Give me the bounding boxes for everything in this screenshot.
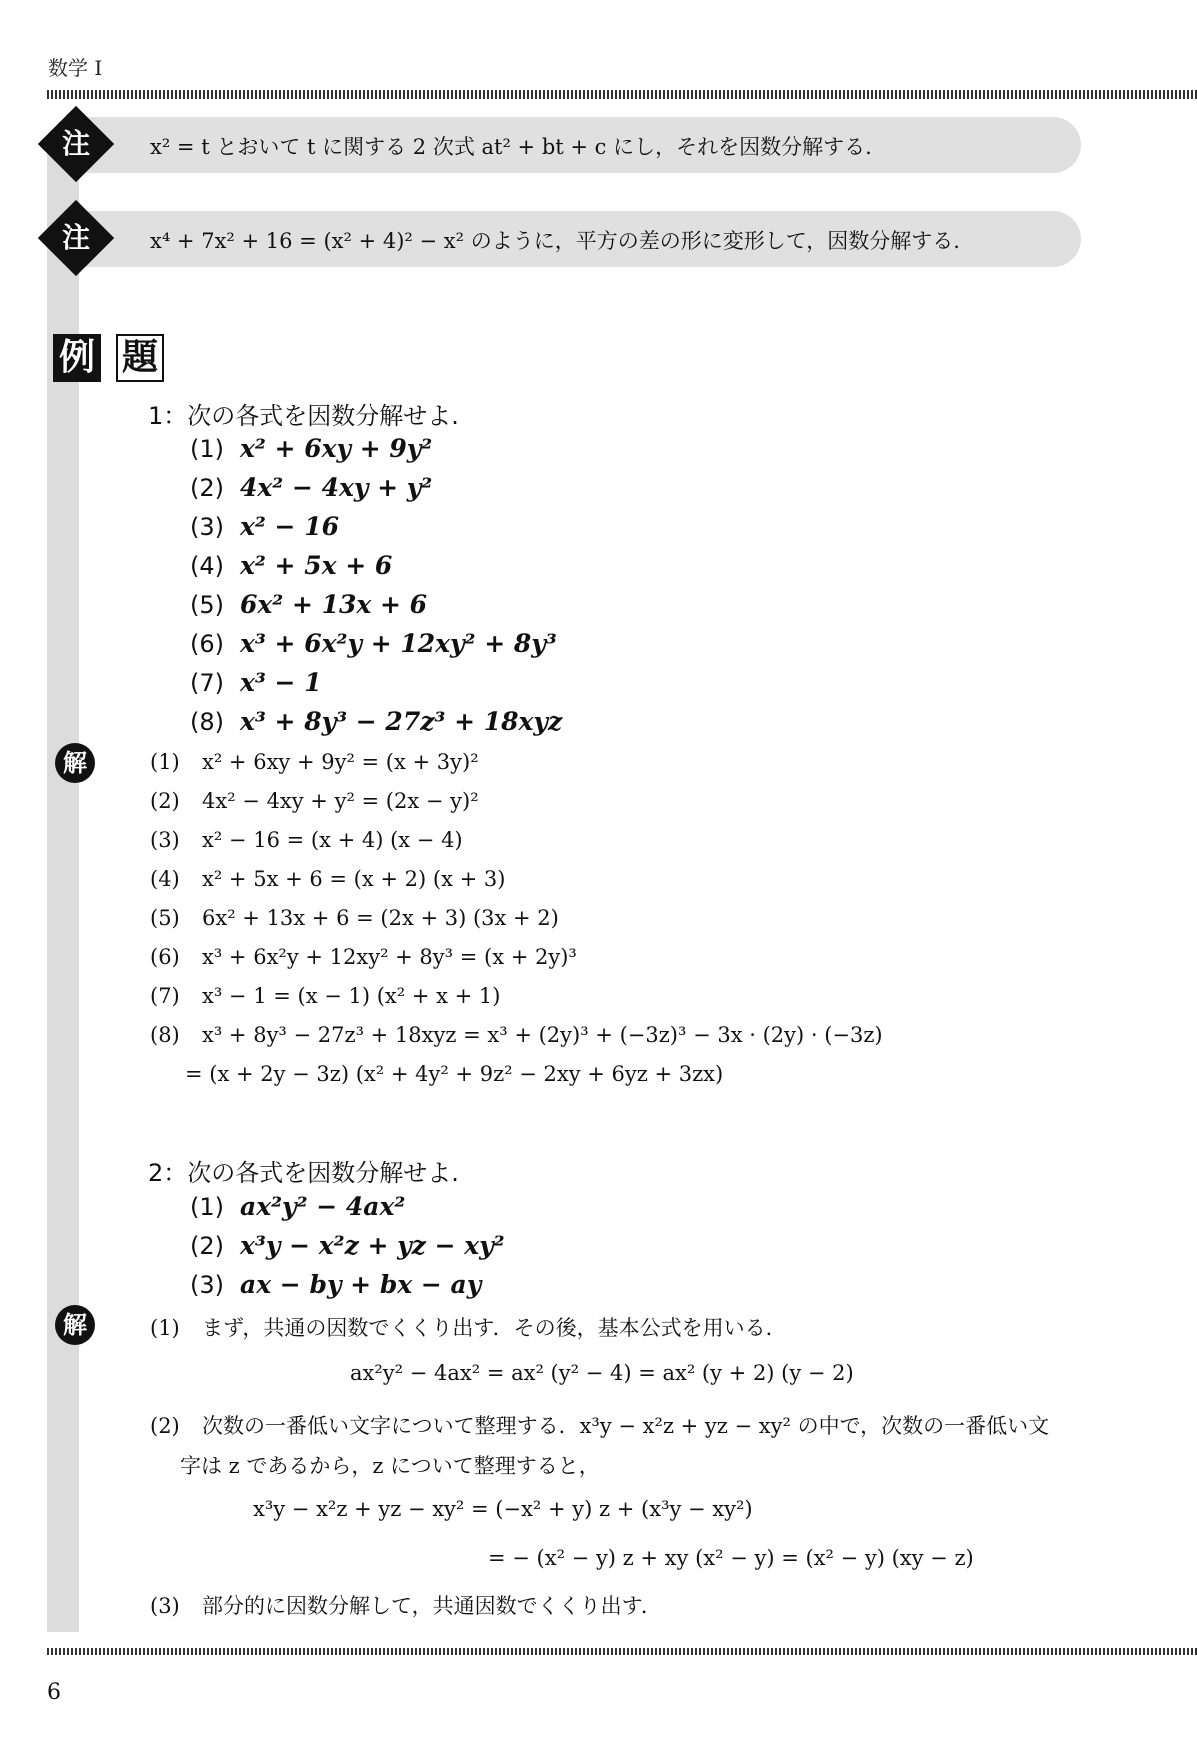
note-1-badge: 注 <box>61 127 90 160</box>
solution-text: x² + 6xy + 9y² = (x + 3y)² <box>202 750 479 774</box>
solution-number: (1) <box>150 1316 180 1340</box>
solution-2-2-continuation: 字は z であるから，z について整理すると， <box>180 1454 600 1478</box>
solution-number: (8) <box>150 1023 180 1047</box>
problem-1-item <box>190 590 427 619</box>
item-number: (3) <box>190 513 224 541</box>
item-expression: x³y − x²z + yz − xy² <box>240 1231 505 1260</box>
item-number: (5) <box>190 591 224 619</box>
header-title: 数学 I <box>48 56 103 80</box>
item-expression: x² + 5x + 6 <box>240 551 393 580</box>
solution-1-badge: 解 <box>55 743 95 783</box>
item-number: (6) <box>190 630 224 658</box>
item-expression: x² − 16 <box>240 512 339 541</box>
solution-2-1-equation: ax²y² − 4ax² = ax² (y² − 4) = ax² (y + 2) (y − 2) <box>350 1361 854 1385</box>
solution-text: 6x² + 13x + 6 = (2x + 3) (3x + 2) <box>202 906 559 930</box>
heading-rei: 例 <box>53 334 101 382</box>
solution-2-2-equation-1: x³y − x²z + yz − xy² = (−x² + y) z + (x³y − xy²) <box>253 1497 753 1521</box>
item-number: (7) <box>190 669 224 697</box>
problem-1-item <box>190 512 339 541</box>
solution-2-2-equation-2: = − (x² − y) z + xy (x² − y) = (x² − y) (xy − z) <box>488 1546 974 1570</box>
item-number: (2) <box>190 474 224 502</box>
solution-text: x³ + 8y³ − 27z³ + 18xyz = x³ + (2y)³ + (−3z)³ − 3x · (2y) · (−3z) <box>202 1023 883 1047</box>
problem-2-item <box>190 1192 405 1221</box>
item-expression: x² + 6xy + 9y² <box>240 434 433 463</box>
solution-2-badge: 解 <box>55 1305 95 1345</box>
solution-line <box>150 867 505 891</box>
problem-1-item <box>190 434 432 463</box>
solution-number: (2) <box>150 789 180 813</box>
solution-number: (2) <box>150 1414 180 1438</box>
note-2-text: x⁴ + 7x² + 16 = (x² + 4)² − x² のように，平方の差の形に変形して，因数分解する. <box>150 229 960 253</box>
solution-text: 部分的に因数分解して，共通因数でくくり出す． <box>202 1594 662 1618</box>
problem-1-item <box>190 629 557 658</box>
solution-line <box>150 1023 883 1047</box>
item-expression: x³ + 6x²y + 12xy² + 8y³ <box>240 629 557 658</box>
solution-line <box>150 906 559 930</box>
solution-number: (6) <box>150 945 180 969</box>
solution-text: x³ + 6x²y + 12xy² + 8y³ = (x + 2y)³ <box>202 945 577 969</box>
solution-number: (5) <box>150 906 180 930</box>
bottom-dotted-rule <box>47 1648 1197 1655</box>
solution-text: x² + 5x + 6 = (x + 2) (x + 3) <box>202 867 506 891</box>
note-1-text: x² = t とおいて t に関する 2 次式 at² + bt + c にし，それを因数分解する. <box>150 135 872 159</box>
solution-text: x³ − 1 = (x − 1) (x² + x + 1) <box>202 984 501 1008</box>
solution-line <box>150 750 479 774</box>
solution-8-continuation: = (x + 2y − 3z) (x² + 4y² + 9z² − 2xy + 6yz + 3zx) <box>185 1062 724 1086</box>
problem-2-item <box>190 1231 505 1260</box>
top-dotted-rule <box>47 90 1197 99</box>
solution-line <box>150 984 500 1008</box>
solution-2-2-line <box>150 1410 1049 1440</box>
problem-1-item <box>190 707 562 736</box>
solution-text: 4x² − 4xy + y² = (2x − y)² <box>202 789 479 813</box>
page-number: 6 <box>47 1680 61 1705</box>
item-expression: x³ − 1 <box>240 668 322 697</box>
item-number: (1) <box>190 435 224 463</box>
heading-dai: 題 <box>116 334 164 382</box>
item-number: (4) <box>190 552 224 580</box>
solution-number: (3) <box>150 828 180 852</box>
solution-text: まず，共通の因数でくくり出す．その後，基本公式を用いる． <box>202 1316 787 1340</box>
item-number: (2) <box>190 1232 224 1260</box>
solution-line <box>150 828 463 852</box>
problem-1-item <box>190 551 392 580</box>
problem-1-item <box>190 473 432 502</box>
solution-text: 次数の一番低い文字について整理する．x³y − x²z + yz − xy² の中で，次数の一番低い文 <box>202 1414 1050 1438</box>
solution-line <box>150 945 577 969</box>
solution-number: (1) <box>150 750 180 774</box>
solution-number: (4) <box>150 867 180 891</box>
solution-line <box>150 789 479 813</box>
item-expression: x³ + 8y³ − 27z³ + 18xyz <box>240 707 563 736</box>
solution-2-3-line <box>150 1590 662 1620</box>
item-number: (8) <box>190 708 224 736</box>
solution-number: (7) <box>150 984 180 1008</box>
item-expression: ax − by + bx − ay <box>240 1270 482 1299</box>
item-number: (3) <box>190 1271 224 1299</box>
solution-2-1-line <box>150 1312 787 1342</box>
problem-1-title: 1：次の各式を因数分解せよ. <box>148 402 459 430</box>
solution-text: x² − 16 = (x + 4) (x − 4) <box>202 828 463 852</box>
problem-2-title: 2：次の各式を因数分解せよ. <box>148 1159 459 1187</box>
item-expression: ax²y² − 4ax² <box>240 1192 406 1221</box>
solution-number: (3) <box>150 1594 180 1618</box>
item-number: (1) <box>190 1193 224 1221</box>
note-2-badge: 注 <box>61 221 90 254</box>
problem-2-item <box>190 1270 481 1299</box>
item-expression: 4x² − 4xy + y² <box>240 473 433 502</box>
problem-1-item <box>190 668 322 697</box>
item-expression: 6x² + 13x + 6 <box>240 590 428 619</box>
